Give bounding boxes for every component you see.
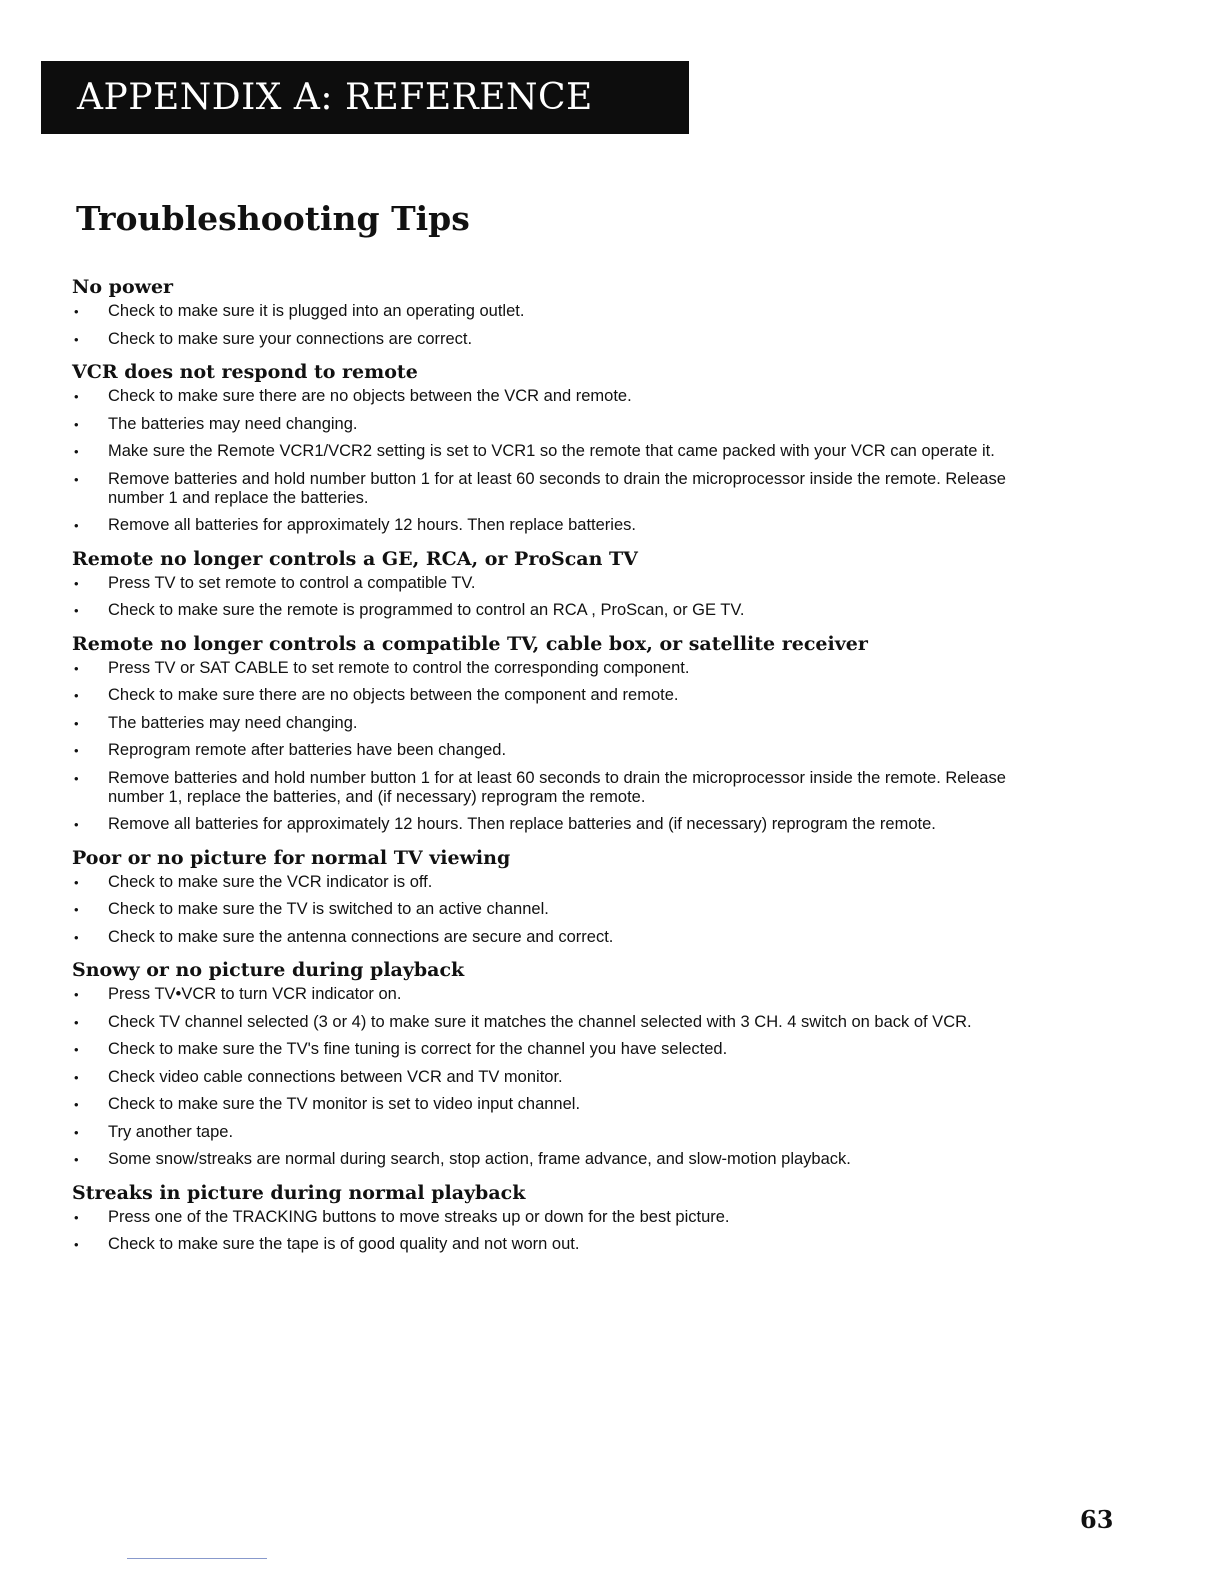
tip-text: Try another tape. [108, 1122, 234, 1141]
footer-rule [127, 1558, 267, 1559]
troubleshooting-section [72, 272, 1052, 349]
troubleshooting-section [72, 357, 1052, 535]
tip-list [72, 387, 1052, 535]
tip-item [72, 516, 1052, 535]
bullet-icon: • [74, 1152, 79, 1167]
bullet-icon: • [74, 1209, 79, 1225]
page-number: 63 [1080, 1505, 1114, 1534]
tip-list [72, 1208, 1052, 1255]
tip-text: Press one of the TRACKING buttons to move streaks up or down for the best picture. [108, 1207, 730, 1226]
tip-item [72, 659, 1052, 678]
bullet-icon: • [74, 817, 79, 832]
troubleshooting-section [72, 1178, 1052, 1255]
tip-item [72, 1150, 1052, 1169]
bullet-icon: • [74, 603, 79, 618]
troubleshooting-content [72, 272, 1052, 1263]
tip-text: Some snow/streaks are normal during search, stop action, frame advance, and slow-motion playback. [108, 1150, 851, 1168]
bullet-icon: • [74, 331, 79, 347]
tip-text: Remove batteries and hold number button 1 for at least 60 seconds to drain the microprocessor inside the remote. Release number 1 and replace the batteries. [108, 469, 1006, 507]
tip-text: Press TV to set remote to control a compatible TV. [108, 573, 476, 592]
bullet-icon: • [74, 929, 79, 945]
tip-text: Check to make sure it is plugged into an operating outlet. [108, 302, 525, 320]
tip-list [72, 302, 1052, 349]
bullet-icon: • [74, 743, 79, 758]
tip-text: Make sure the Remote VCR1/VCR2 setting is set to VCR1 so the remote that came packed with your VCR can operate it. [108, 442, 995, 460]
bullet-icon: • [74, 304, 79, 319]
bullet-icon: • [74, 1042, 79, 1057]
tip-text: Check to make sure the antenna connections are secure and correct. [108, 927, 614, 946]
tip-item [72, 601, 1052, 620]
troubleshooting-section [72, 843, 1052, 947]
tip-text: Check to make sure the VCR indicator is off. [108, 872, 433, 891]
tip-text: Check TV channel selected (3 or 4) to make sure it matches the channel selected with 3 CH. 4 switch on back of VCR. [108, 1012, 972, 1031]
tip-item [72, 873, 1052, 892]
tip-item [72, 928, 1052, 947]
troubleshooting-section [72, 544, 1052, 621]
tip-item [72, 387, 1052, 406]
tip-item [72, 1040, 1052, 1059]
bullet-icon: • [74, 715, 79, 731]
tip-text: Remove all batteries for approximately 12 hours. Then replace batteries and (if necessary) reprogram the remote. [108, 815, 936, 833]
tip-item [72, 985, 1052, 1004]
appendix-banner [41, 61, 689, 134]
tip-text: The batteries may need changing. [108, 414, 358, 433]
bullet-icon: • [74, 770, 79, 786]
appendix-banner-title: APPENDIX A: REFERENCE [77, 77, 593, 118]
tip-text: Check to make sure the TV's fine tuning is correct for the channel you have selected. [108, 1040, 728, 1058]
bullet-icon: • [74, 518, 79, 533]
tip-list [72, 873, 1052, 947]
tip-item [72, 1068, 1052, 1087]
bullet-icon: • [74, 471, 79, 487]
bullet-icon: • [74, 1097, 79, 1112]
tip-item [72, 741, 1052, 760]
tip-item [72, 330, 1052, 349]
bullet-icon: • [74, 575, 79, 591]
tip-text: Remove all batteries for approximately 12 hours. Then replace batteries. [108, 516, 636, 534]
bullet-icon: • [74, 1069, 79, 1085]
bullet-icon: • [74, 688, 79, 703]
tip-text: Check to make sure the TV monitor is set to video input channel. [108, 1095, 581, 1113]
section-heading: Poor or no picture for normal TV viewing [72, 846, 511, 869]
tip-item [72, 415, 1052, 434]
section-heading: Remote no longer controls a compatible TV, cable box, or satellite receiver [72, 632, 868, 655]
bullet-icon: • [74, 416, 79, 432]
tip-text: Reprogram remote after batteries have been changed. [108, 741, 507, 759]
section-heading: Snowy or no picture during playback [72, 959, 465, 981]
tip-list [72, 985, 1052, 1169]
tip-text: The batteries may need changing. [108, 713, 358, 732]
bullet-icon: • [74, 902, 79, 917]
section-heading: Remote no longer controls a GE, RCA, or ProScan TV [72, 547, 638, 570]
tip-text: Check to make sure the TV is switched to an active channel. [108, 900, 549, 918]
tip-text: Check to make sure the tape is of good quality and not worn out. [108, 1235, 580, 1253]
bullet-icon: • [74, 874, 79, 890]
tip-text: Remove batteries and hold number button 1 for at least 60 seconds to drain the microprocessor inside the remote. Release number 1, replace the batteries, and (if necessary) reprogram the remote. [108, 768, 1006, 806]
tip-item [72, 442, 1052, 461]
tip-item [72, 302, 1052, 321]
tip-item [72, 1235, 1052, 1254]
section-heading: VCR does not respond to remote [72, 361, 418, 383]
page-title: Troubleshooting Tips [76, 199, 470, 238]
bullet-icon: • [74, 987, 79, 1002]
bullet-icon: • [74, 1014, 79, 1030]
tip-item [72, 1208, 1052, 1227]
bullet-icon: • [74, 660, 79, 676]
tip-text: Press TV or SAT CABLE to set remote to control the corresponding component. [108, 658, 690, 677]
bullet-icon: • [74, 389, 79, 404]
section-heading: No power [72, 276, 174, 298]
tip-item [72, 470, 1052, 508]
tip-list [72, 574, 1052, 621]
tip-text: Check to make sure your connections are correct. [108, 329, 473, 348]
tip-item [72, 686, 1052, 705]
tip-item [72, 815, 1052, 834]
tip-item [72, 900, 1052, 919]
tip-text: Check to make sure there are no objects between the component and remote. [108, 686, 679, 704]
bullet-icon: • [74, 1124, 79, 1140]
tip-item [72, 1013, 1052, 1032]
troubleshooting-section [72, 629, 1052, 835]
tip-item [72, 574, 1052, 593]
tip-item [72, 769, 1052, 807]
bullet-icon: • [74, 444, 79, 459]
tip-list [72, 659, 1052, 835]
tip-item [72, 714, 1052, 733]
troubleshooting-section [72, 955, 1052, 1169]
tip-text: Press TV•VCR to turn VCR indicator on. [108, 985, 402, 1003]
tip-text: Check to make sure the remote is programmed to control an RCA , ProScan, or GE TV. [108, 601, 745, 619]
tip-text: Check video cable connections between VCR and TV monitor. [108, 1067, 563, 1086]
bullet-icon: • [74, 1237, 79, 1252]
tip-item [72, 1123, 1052, 1142]
tip-item [72, 1095, 1052, 1114]
tip-text: Check to make sure there are no objects between the VCR and remote. [108, 387, 632, 405]
section-heading: Streaks in picture during normal playback [72, 1181, 526, 1204]
